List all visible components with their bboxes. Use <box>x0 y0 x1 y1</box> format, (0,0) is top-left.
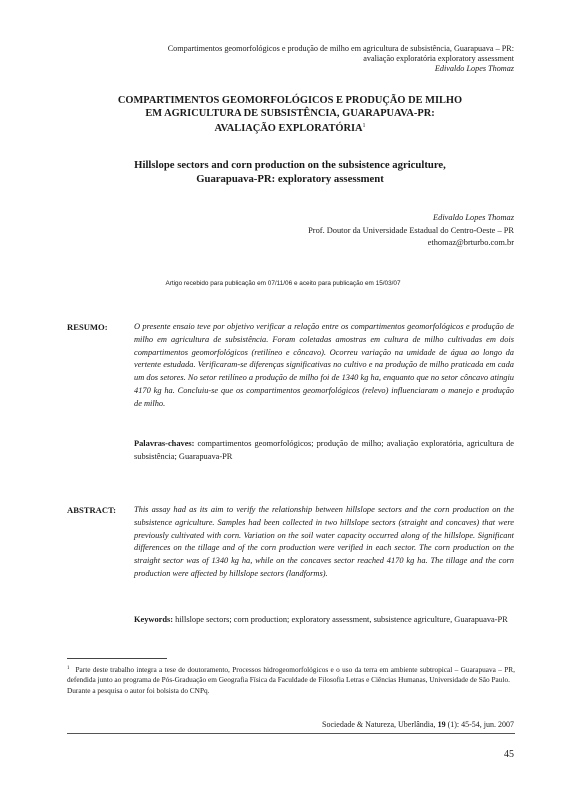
resumo-keywords <box>134 438 514 464</box>
journal-volume: 19 <box>437 720 446 729</box>
footer-rule <box>67 733 515 734</box>
footnote-text: $^1$ Parte deste trabalho integra a tese de doutoramento, Processos hidrogeomorfológicos e o uso da terra em ambiente subtropical – Guarapuava – PR, defendida junto ao programa de Pós-Graduação em Geografia Física da Faculdade de Filosofia Letras e Ciências Humanas, Universidade de São Paulo. <box>67 665 515 685</box>
resumo-text: O presente ensaio teve por objetivo verificar a relação entre os compartimentos geomorfológicos e produção de milho em agricultura de subsistência. Foram coletadas amostras em cultura de milho cultivadas em dois compartimentos geomorfológicos (retilíneo e côncavo). Ocorreu variação na umidade de água ao longo da vertente estudada. Verificaram-se diferenças significativas no cultivo e na produção de milho praticada em cada um dos setores. No setor retilíneo a produção de milho foi de 1340 kg ha, enquanto que no setor côncavo atingiu 4170 kg ha. Concluiu-se que os compartimentos geomorfológicos (relevo) influenciaram o manejo e produção de milho. <box>134 322 514 408</box>
journal-suffix: (1): 45-54, jun. 2007 <box>447 720 514 729</box>
abstract-keywords <box>134 614 514 627</box>
running-header-line-1: Compartimentos geomorfológicos e produção de milho em agricultura de subsistência, Guarapuava – PR: <box>167 44 514 53</box>
abstract-text: This assay had as its aim to verify the relationship between hillslope sectors and the corn production on the subsistence agriculture. Samples had been collected in two hillslope sectors (straight and concaves) that were previously cultivated with corn. Variation on the soil water capacity occurred along of the hillslope. Significant differences on the tillage and of the corn production were verified in each sector. The corn production on the straight sector was of 1340 kg ha, while on the concaves sector reached 4170 kg ha. The tillage and the corn production were affected by hillslope sectors (landforms). <box>134 505 514 578</box>
title-english <box>70 158 510 186</box>
title-footnote-mark[interactable]: 1 <box>362 123 366 130</box>
resumo-keywords-text: compartimentos geomorfológicos; produção de milho; avaliação exploratória, agricultura de subsistência; Guarapuava-PR <box>134 439 515 461</box>
running-header <box>168 44 514 74</box>
author-affiliation: Prof. Doutor da Universidade Estadual do Centro-Oeste – PR <box>308 225 514 235</box>
resumo-label: RESUMO: <box>67 322 108 332</box>
footnote-rule <box>67 658 167 659</box>
title-pt-line-3: AVALIAÇÃO EXPLORATÓRIA$^1$ <box>214 123 366 135</box>
title-portuguese <box>70 95 510 136</box>
footnote <box>67 664 515 696</box>
received-note: Artigo recebido para publicação em 07/11/06 e aceito para publicação em 15/03/07 <box>165 280 401 287</box>
running-header-author: Edivaldo Lopes Thomaz <box>434 64 514 73</box>
title-en-line-2: Guarapuava-PR: exploratory assessment <box>196 173 384 185</box>
running-header-line-2: avaliação exploratória exploratory assessment <box>363 54 514 63</box>
journal-prefix: Sociedade & Natureza, Uberlândia, <box>322 720 436 729</box>
title-pt-line-2: EM AGRICULTURA DE SUBSISTÊNCIA, GUARAPUAVA-PR: <box>145 107 435 119</box>
resumo-keywords-label: Palavras-chaves: <box>134 439 195 448</box>
title-en-line-1: Hillslope sectors and corn production on the subsistence agriculture, <box>134 159 446 171</box>
footnote-line-2: Durante a pesquisa o autor foi bolsista do CNPq. <box>67 685 210 695</box>
page-number: 45 <box>504 749 514 760</box>
footnote-mark: 1 <box>67 666 70 671</box>
abstract-keywords-text: hillslope sectors; corn production; exploratory assessment, subsistence agriculture, Guarapuava-PR <box>175 615 508 624</box>
author-name: Edivaldo Lopes Thomaz <box>433 213 514 222</box>
journal-citation <box>322 720 514 729</box>
title-pt-line-1: COMPARTIMENTOS GEOMORFOLÓGICOS E PRODUÇÃO DE MILHO <box>117 95 463 106</box>
abstract-label: ABSTRACT: <box>67 505 117 515</box>
author-email[interactable]: ethomaz@brturbo.com.br <box>427 238 514 247</box>
abstract-keywords-label: Keywords: <box>134 615 174 624</box>
author-block <box>308 212 514 250</box>
